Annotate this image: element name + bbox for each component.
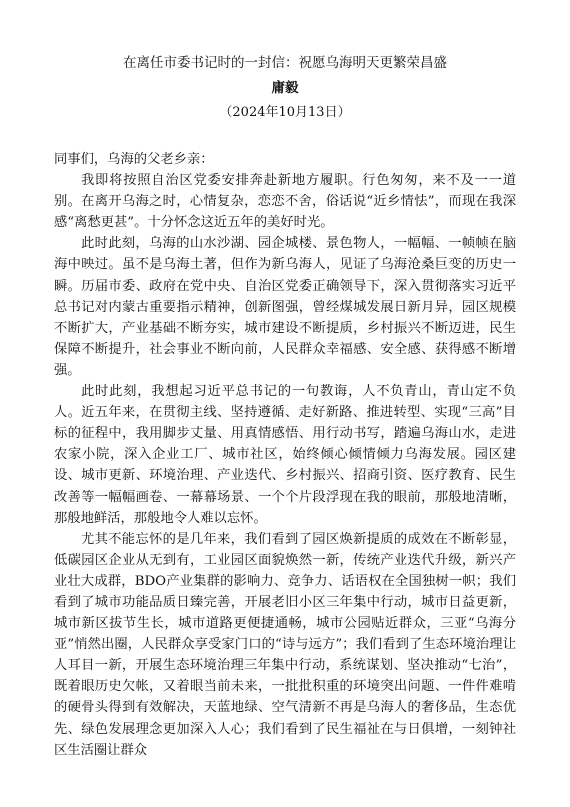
paragraph-3: 此时此刻，我想起习近平总书记的一句教诲，人不负青山，青山定不负人。近五年来，在贯彻主线、坚持遵循、走好新路、推进转型、实现“三高”目标的征程中，我用脚步丈量、用真情感悟、用行动书写，踏遍乌海山水，走进农家小院，深入企业工厂、城市社区，始终倾心倾情倾力乌海发展。园区建设、城市更新、环境治理、产业迭代、乡村振兴、招商引资、医疗教育、民生改善等一幅幅画卷、一幕幕场景、一个个片段浮现在我的眼前，那般地清晰，那般地鲜活，那般地令人难以忘怀。: [54, 384, 516, 526]
author-name: 庸毅: [271, 80, 299, 96]
paragraph-1: 我即将按照自治区党委安排奔赴新地方履职。行色匆匆，来不及一一道别。在离开乌海之时，心情复杂，恋恋不舍，俗话说“近乡情怯”，而现在我深感“离愁更甚”。十分怀念这近五年的美好时光。: [54, 173, 516, 231]
letter-title: 在离任市委书记时的一封信：祝愿乌海明天更繁荣昌盛: [123, 55, 447, 71]
letter-body: [54, 149, 516, 761]
paragraph-2: 此时此刻，乌海的山水沙湖、园企城楼、景色物人，一幅幅、一帧帧在脑海中映过。虽不是乌海土著，但作为新乌海人，见证了乌海沧桑巨变的历史一瞬。历届市委、政府在党中央、自治区党委正确领导下，深入贯彻落实习近平总书记对内蒙古重要指示精神，创新图强，曾经煤城发展日新月异，园区规模不断扩大，产业基础不断夯实，城市建设不断提质，乡村振兴不断迈进，民生保障不断提升，社会事业不断向前，人民群众幸福感、安全感、获得感不断增强。: [54, 236, 516, 378]
salutation: 同事们，乌海的父老乡亲：: [54, 152, 214, 167]
letter-date: （2024年10月13日）: [219, 105, 351, 120]
paragraph-4: 尤其不能忘怀的是几年来，我们看到了园区焕新提质的成效在不断彰显，低碳园区企业从无到有，工业园区面貌焕然一新，传统产业迭代升级，新兴产业壮大成群，BDO产业集群的影响力、竞争力、话语权在全国独树一帜；我们看到了城市功能品质日臻完善，开展老旧小区三年集中行动，城市日益更新，城市新区拔节生长，城市道路更便捷通畅，城市公园贴近群众，三亚“乌海分亚”悄然出圈，人民群众享受家门口的“诗与远方”；我们看到了生态环境治理让人耳目一新，开展生态环境治理三年集中行动，系统谋划、坚决推动“七治”，既着眼历史欠帐，又着眼当前未来，一批批积重的环境突出问题、一件件难啃的硬骨头得到有效解决，天蓝地绿、空气清新不再是乌海人的奢侈品，生态优先、绿色发展理念更加深入人心；我们看到了民生福祉在与日俱增，一刻钟社区生活圈让群众: [54, 531, 516, 758]
